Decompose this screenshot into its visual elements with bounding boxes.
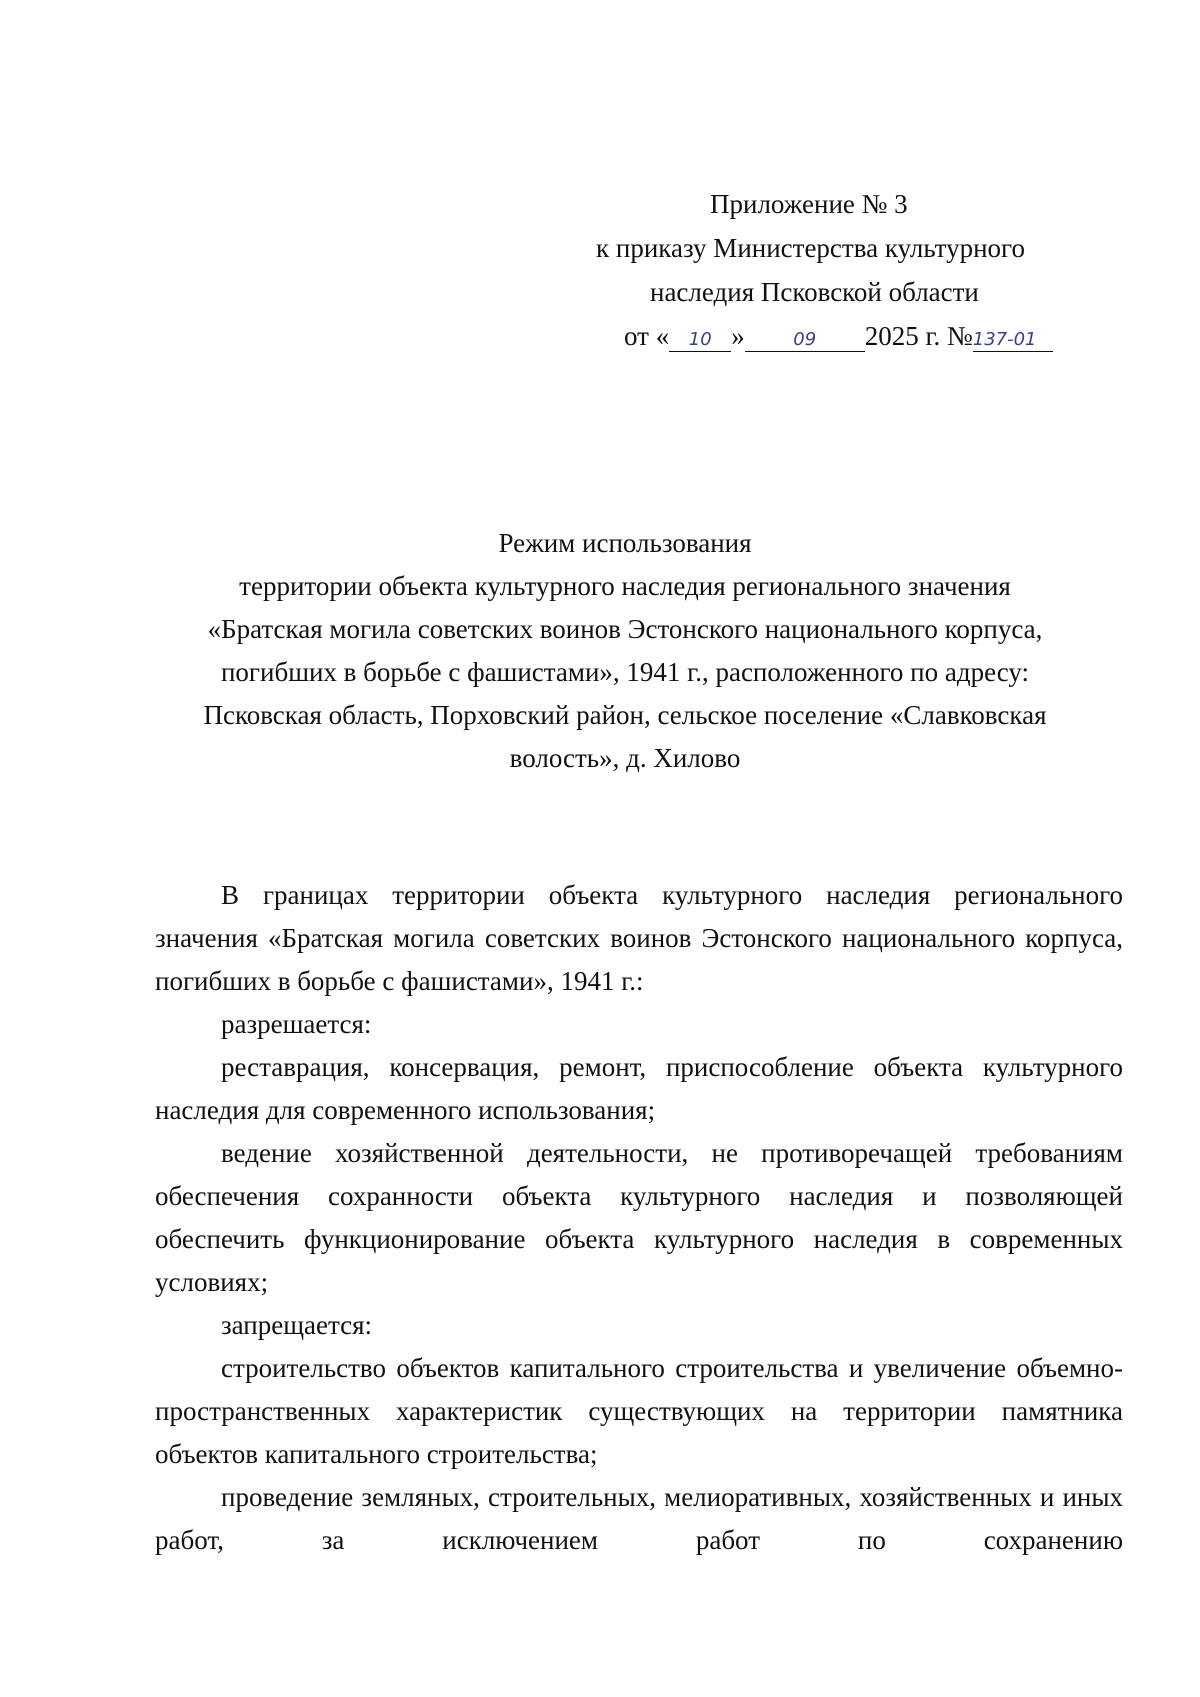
title-line-4: погибших в борьбе с фашистами», 1941 г., расположенного по адресу: <box>220 657 1030 687</box>
date-prefix: от « <box>624 321 670 351</box>
intro-paragraph: В границах территории объекта культурного наследия регионального значения «Братская могила советских воинов Эстонского национального корпуса, погибших в борьбе с фашистами», 1941 г.: <box>155 880 1123 996</box>
appendix-date-line <box>580 314 1120 358</box>
title-line-3: «Братская могила советских воинов Эстонского национального корпуса, <box>207 614 1043 644</box>
title-line-2: территории объекта культурного наследия регионального значения <box>239 571 1011 601</box>
allowed-heading: разрешается: <box>221 1009 372 1039</box>
title-line-5: Псковская область, Порховский район, сельское поселение «Славковская <box>203 700 1047 730</box>
date-mid: » <box>731 321 745 351</box>
appendix-header <box>580 182 1120 358</box>
appendix-number: Приложение № 3 <box>710 189 908 219</box>
title-line-6: волость», д. Хилово <box>509 743 741 773</box>
appendix-ministry: наследия Псковской области <box>650 277 979 307</box>
forbidden-heading: запрещается: <box>221 1310 373 1340</box>
allowed-item-2: ведение хозяйственной деятельности, не противоречащей требованиям обеспечения сохранности объекта культурного наследия и позволяющей обеспечить функционирование объекта культурного наследия в современных условиях; <box>155 1138 1123 1297</box>
allowed-item-1: реставрация, консервация, ремонт, приспособление объекта культурного наследия для современного использования; <box>155 1052 1123 1125</box>
title-line-1: Режим использования <box>498 528 752 558</box>
handwritten-order-number: 137-01 <box>973 329 1053 352</box>
date-year: 2025 г. № <box>864 321 973 351</box>
document-body <box>155 874 1123 1562</box>
forbidden-item-2: проведение земляных, строительных, мелиоративных, хозяйственных и иных работ, за исключением работ по сохранению <box>155 1482 1123 1555</box>
handwritten-month: 09 <box>745 329 865 352</box>
document-title <box>140 522 1110 780</box>
forbidden-item-1: строительство объектов капитального строительства и увеличение объемно-пространственных характеристик существующих на территории памятника объектов капитального строительства; <box>155 1353 1123 1469</box>
appendix-order-ref: к приказу Министерства культурного <box>596 233 1025 263</box>
handwritten-day: 10 <box>669 329 731 352</box>
